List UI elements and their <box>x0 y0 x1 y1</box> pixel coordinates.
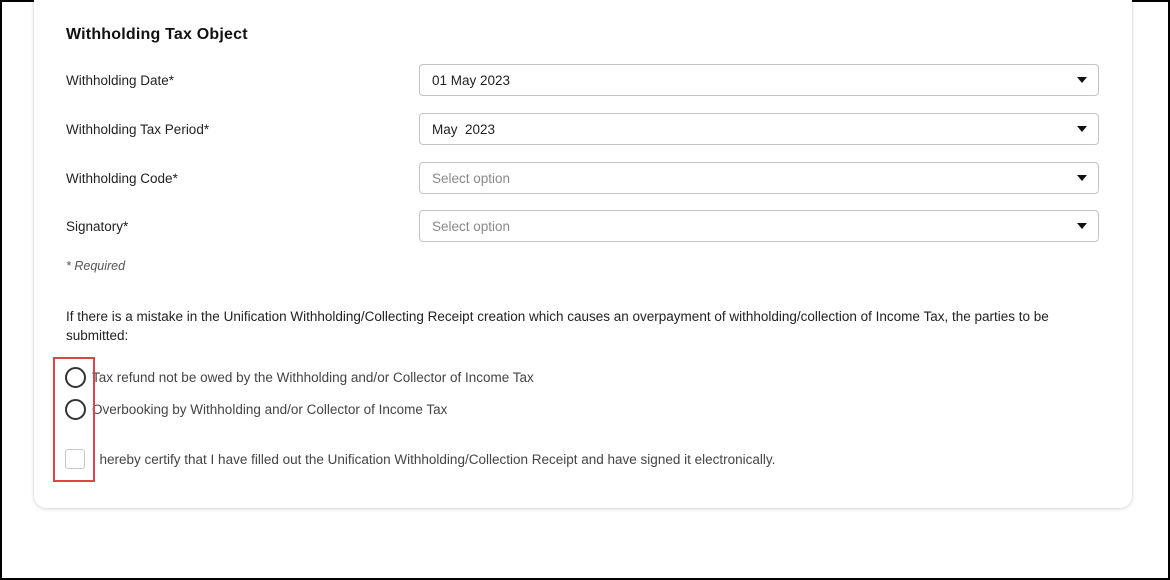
caret-down-icon <box>1077 175 1087 181</box>
radio-button[interactable] <box>65 399 86 420</box>
overpayment-info-text: If there is a mistake in the Unification Withholding/Collecting Receipt creation which causes an overpayment of withholding/collection of Income Tax, the parties to be submitted: <box>66 309 1049 343</box>
required-note: * Required <box>66 259 126 273</box>
certify-checkbox[interactable] <box>65 449 85 469</box>
signatory-label: Signatory* <box>66 219 129 234</box>
caret-down-icon <box>1077 77 1087 83</box>
withholding-tax-period-select[interactable] <box>419 113 1099 145</box>
withholding-date-select[interactable] <box>419 64 1099 96</box>
caret-down-icon <box>1077 126 1087 132</box>
certify-row[interactable] <box>65 448 775 470</box>
option-tax-refund[interactable] <box>65 366 534 388</box>
section-title: Withholding Tax Object <box>66 26 248 43</box>
withholding-date-label: Withholding Date* <box>66 73 175 88</box>
option-tax-refund-label: Tax refund not be owed by the Withholding and/or Collector of Income Tax <box>92 369 534 385</box>
withholding-date-value: 01 May 2023 <box>432 72 511 88</box>
caret-down-icon <box>1077 223 1087 229</box>
signatory-placeholder: Select option <box>432 218 511 234</box>
withholding-tax-period-label: Withholding Tax Period* <box>66 122 210 137</box>
radio-button[interactable] <box>65 367 86 388</box>
option-overbooking-label: Overbooking by Withholding and/or Collector of Income Tax <box>92 401 448 417</box>
signatory-select[interactable] <box>419 210 1099 242</box>
option-overbooking[interactable] <box>65 398 447 420</box>
withholding-code-select[interactable] <box>419 162 1099 194</box>
withholding-code-placeholder: Select option <box>432 170 511 186</box>
withholding-tax-period-value: May 2023 <box>432 121 496 137</box>
withholding-code-label: Withholding Code* <box>66 171 178 186</box>
certify-label: I hereby certify that I have filled out the Unification Withholding/Collection Receipt and have signed it electronically. <box>92 451 776 467</box>
